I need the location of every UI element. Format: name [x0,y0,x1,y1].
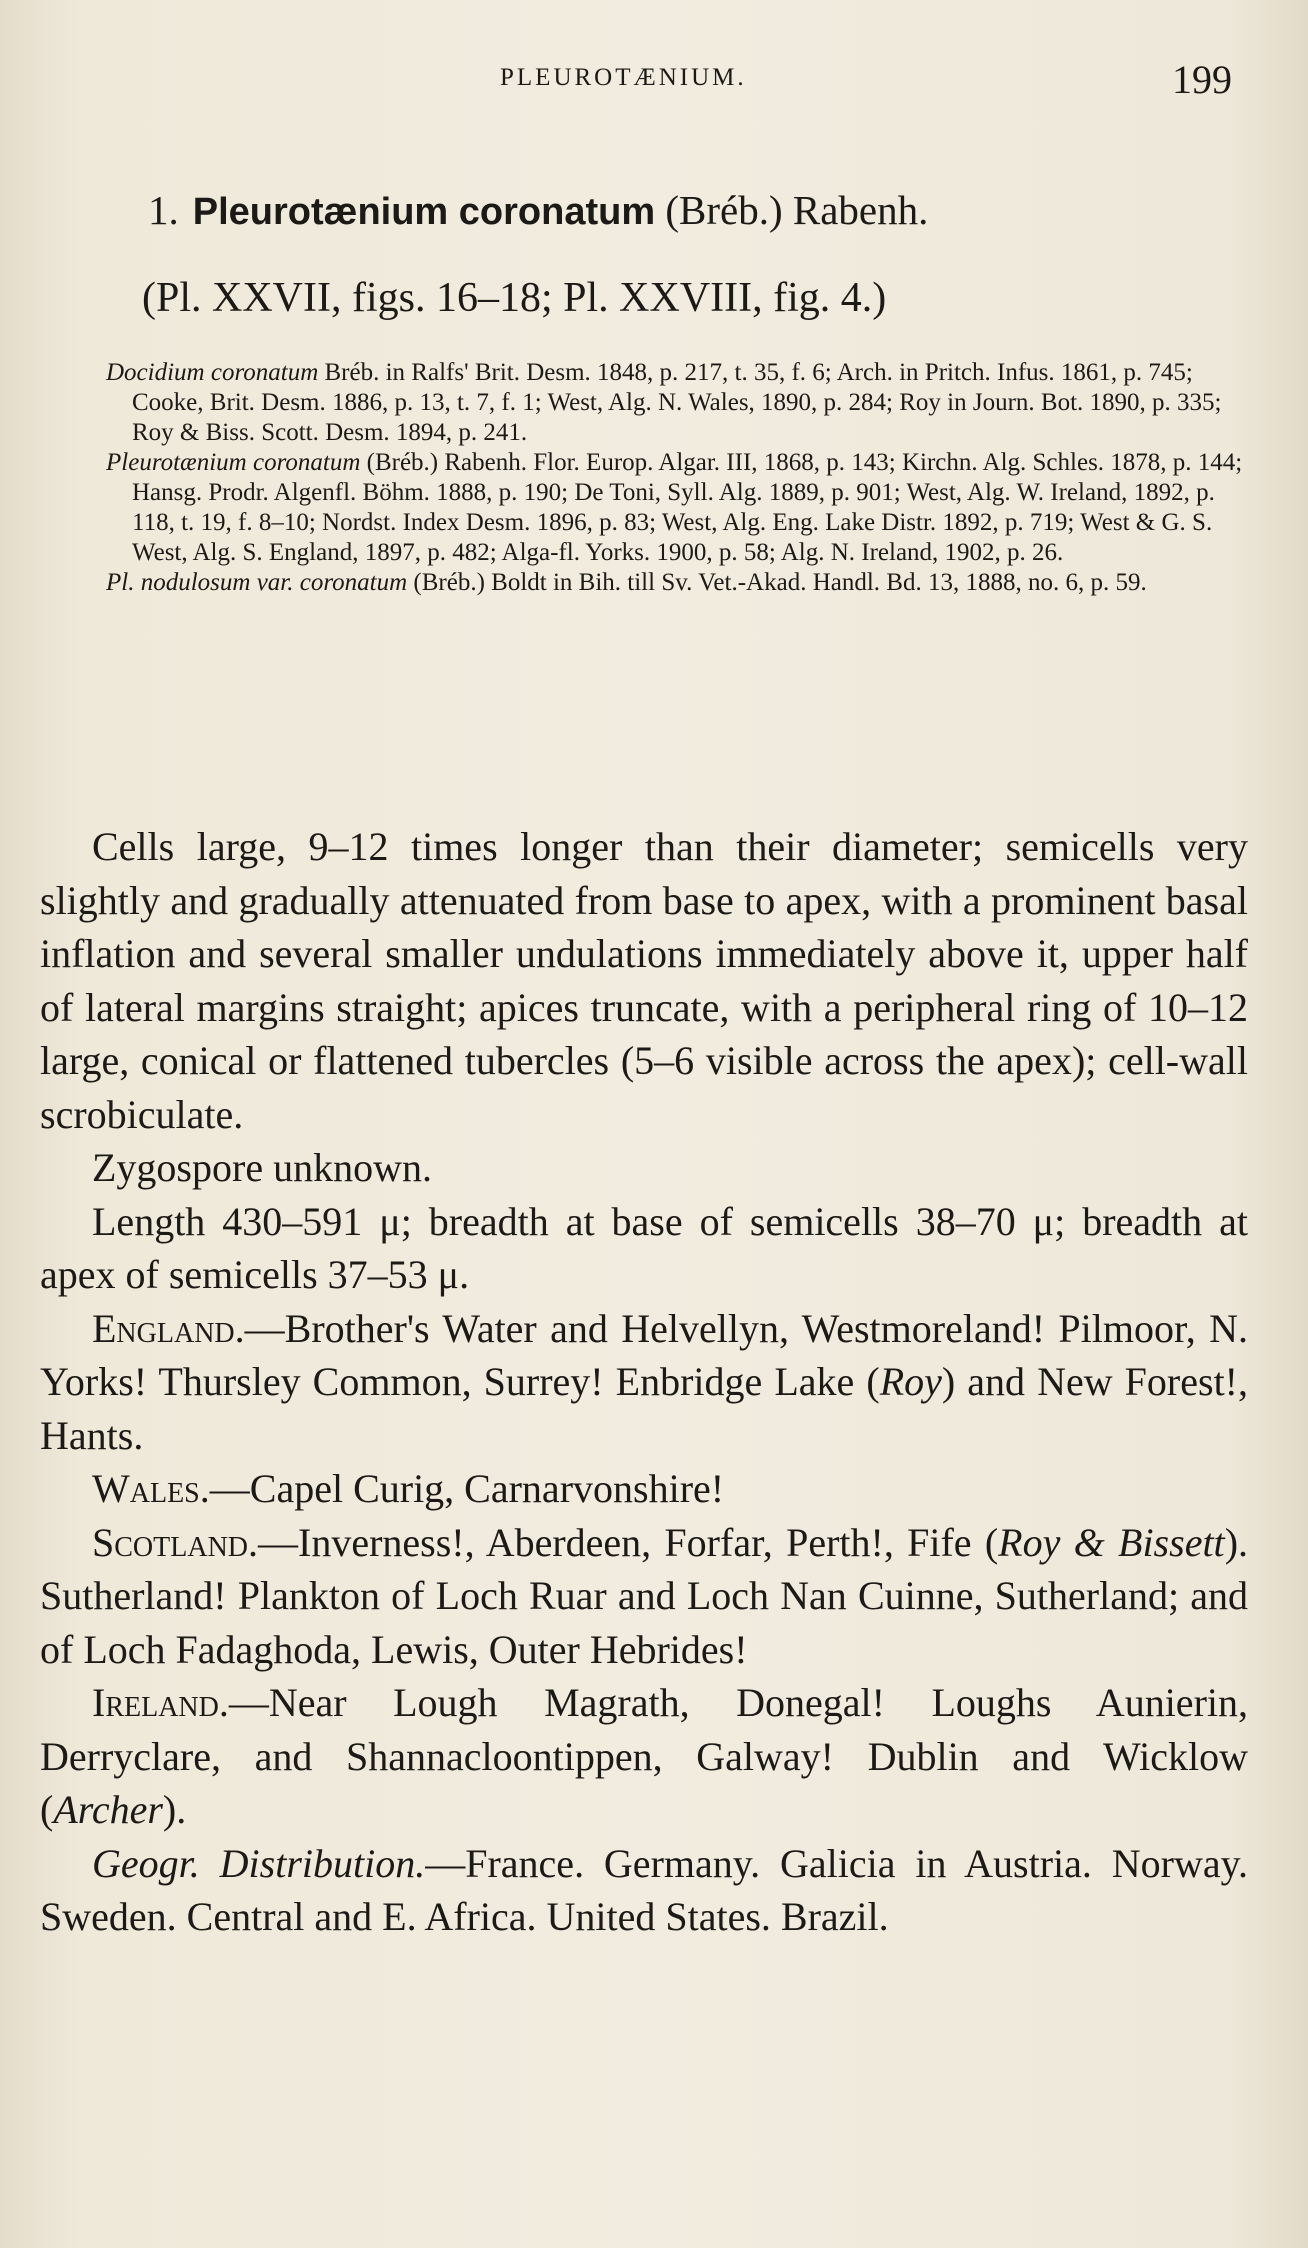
description-paragraph: Cells large, 9–12 times longer than their diameter; semicells very slightly and gradually attenuated from base to apex, with a prominent basal inflation and several smaller undulations immediately above it, upper half of lateral margins straight; apices truncate, with a peripheral ring of 10–12 large, conical or flattened tubercles (5–6 visible across the apex); cell-wall scrobiculate. [40,824,1248,1137]
synonym-entry [106,448,1250,568]
synonym-name: Docidium coronatum [106,359,319,386]
plate-references: (Pl. XXVII, figs. 16–18; Pl. XXVIII, fig. 4.) [142,275,887,321]
page-header [0,56,1308,106]
distribution-text: —France. Germany. Galicia in Austria. Norway. Sweden. Central and E. Africa. United States. Brazil. [40,1840,1249,1939]
synonym-references: Bréb. in Ralfs' Brit. Desm. 1848, p. 217, t. 35, f. 6; Arch. in Pritch. Infus. 1861, p. 745; Cooke, Brit. Desm. 1886, p. 13, t. 7, f. 1; West, Alg. N. Wales, 1890, p. 284; Roy in Journ. Bot. 1890, p. 335; Roy & Biss. Scott. Desm. 1894, p. 241. [132,359,1222,446]
species-account [40,820,1248,1944]
locality-text: ) and New Forest!, Hants. [40,1359,1249,1458]
synonymy-list [106,358,1250,598]
locality-text: —Capel Curig, Carnarvonshire! [209,1466,725,1511]
species-authority: (Bréb.) Rabenh. [665,187,929,233]
synonym-name: Pl. nodulosum var. coronatum [106,569,408,596]
collector-name: Roy [879,1359,942,1404]
species-name: Pleurotænium coronatum [192,191,656,233]
locality-england [40,1302,1248,1463]
collector-name: Roy & Bissett [998,1519,1225,1565]
species-heading [148,186,1248,234]
region-label: England. [92,1305,245,1351]
synonym-entry [106,358,1250,448]
locality-wales [40,1462,1248,1516]
region-label: Ireland. [92,1680,229,1725]
synonym-entry [106,568,1250,598]
synonym-references: (Bréb.) Boldt in Bih. till Sv. Vet.-Akad. Handl. Bd. 13, 1888, no. 6, p. 59. [413,569,1147,596]
running-title: PLEUROTÆNIUM. [500,64,747,91]
region-label: Wales. [92,1466,210,1511]
locality-text: —Brother's Water and Helvellyn, Westmoreland! Pilmoor, N. Yorks! Thursley Common, Surrey! Enbridge Lake ( [40,1305,1248,1404]
geographic-distribution [40,1837,1248,1944]
zygospore-paragraph: Zygospore unknown. [92,1145,432,1190]
synonym-name: Pleurotænium coronatum [106,449,361,476]
region-label: Scotland. [92,1519,259,1565]
species-number: 1. [148,187,179,233]
page-number: 199 [1172,57,1232,102]
locality-text: ). [162,1787,187,1832]
locality-text: ). Sutherland! Plankton of Loch Ruar and Loch Nan Cuinne, Sutherland; and of Loch Fadaghoda, Lewis, Outer Hebrides! [40,1519,1249,1672]
locality-text: —Near Lough Magrath, Donegal! Loughs Aunierin, Derryclare, and Shannacloontippen, Galway! Dublin and Wicklow ( [40,1680,1248,1832]
locality-ireland [40,1676,1248,1837]
locality-scotland [40,1516,1248,1677]
locality-text: —Inverness!, Aberdeen, Forfar, Perth!, Fife ( [258,1519,999,1565]
dimensions-paragraph: Length 430–591 μ; breadth at base of semicells 38–70 μ; breadth at apex of semicells 37–53 μ. [40,1198,1248,1297]
synonym-references: (Bréb.) Rabenh. Flor. Europ. Algar. III, 1868, p. 143; Kirchn. Alg. Schles. 1878, p. 144; Hansg. Prodr. Algenfl. Böhm. 1888, p. 190; De Toni, Syll. Alg. 1889, p. 901; West, Alg. W. Ireland, 1892, p. 118, t. 19, f. 8–10; Nordst. Index Desm. 1896, p. 83; West, Alg. Eng. Lake Distr. 1892, p. 719; West & G. S. West, Alg. S. England, 1897, p. 482; Alga-fl. Yorks. 1900, p. 58; Alg. N. Ireland, 1902, p. 26. [132,449,1243,566]
collector-name: Archer [53,1787,163,1832]
distribution-label: Geogr. Distribution. [92,1840,426,1886]
